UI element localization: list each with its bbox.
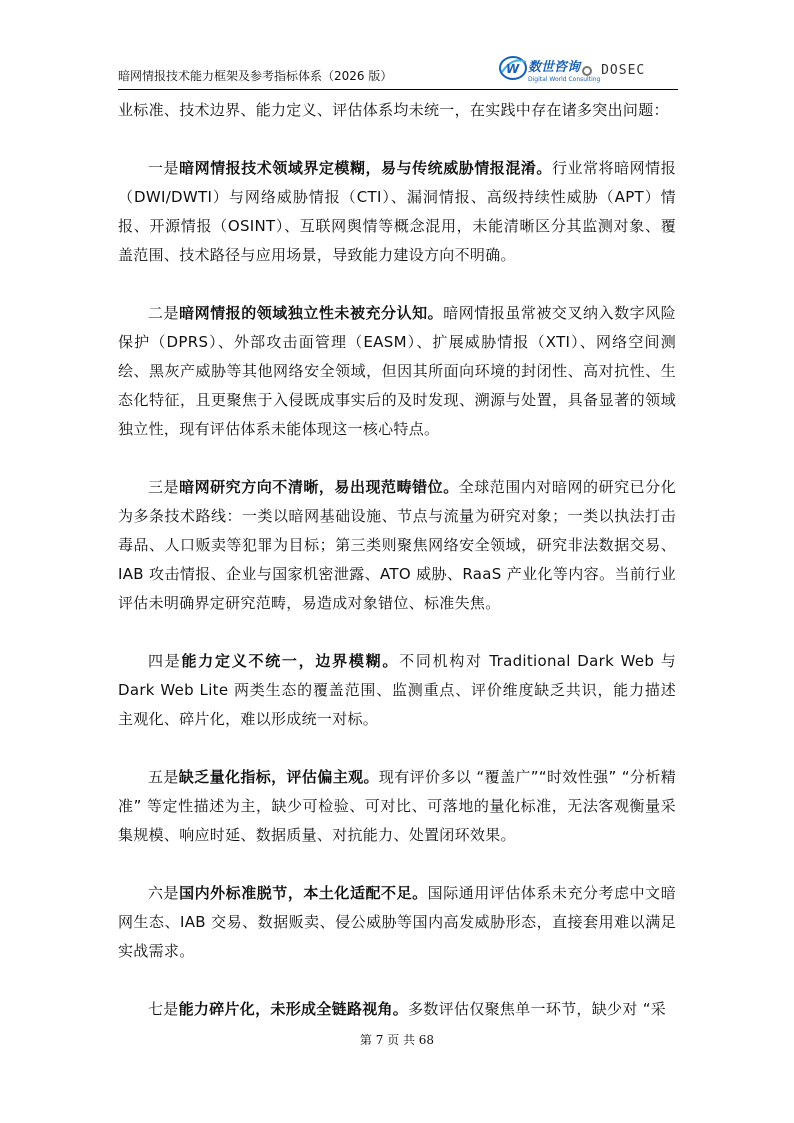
issue-text: 暗网情报虽常被交叉纳入数字风险保护（DPRS）、外部攻击面管理（EASM）、扩展威胁情报（XTI）、网络空间测绘、黑灰产威胁等其他网络安全领域，但因其所面向环境的封闭性、高对抗性、生态化特征，且更聚焦于入侵既成事实后的及时发现、溯源与处置，具备显著的领域独立性，现有评估体系未能体现这一核心特点。: [118, 304, 676, 438]
issue-text: 多数评估仅聚焦单一环节，缺少对 “采: [408, 1000, 667, 1018]
issue-heading: 国内外标准脱节，本土化适配不足。: [179, 884, 428, 902]
page-header: [118, 50, 678, 90]
issue-prefix: 一是: [148, 159, 180, 177]
issue-heading: 能力碎片化，未形成全链路视角。: [178, 1000, 409, 1018]
issue-paragraph-6: [118, 879, 676, 966]
svg-text:W: W: [506, 62, 520, 76]
dw-logo-cn: 数世咨询: [528, 60, 581, 75]
issue-heading: 暗网情报的领域独立性未被充分认知。: [179, 304, 444, 322]
issue-prefix: 七是: [148, 1000, 179, 1018]
issue-paragraph-7: [118, 995, 676, 1024]
issue-heading: 暗网研究方向不清晰，易出现范畴错位。: [179, 478, 459, 496]
dosec-logo-text: DOSEC: [601, 63, 646, 78]
issue-heading: 暗网情报技术领域界定模糊，易与传统威胁情报混淆。: [179, 159, 552, 177]
issue-heading: 能力定义不统一，边界模糊。: [181, 652, 400, 670]
issue-paragraph-4: [118, 647, 676, 734]
issue-text: 全球范围内对暗网的研究已分化为多条技术路线：一类以暗网基础设施、节点与流量为研究对象；一类以执法打击毒品、人口贩卖等犯罪为目标；第三类则聚焦网络安全领域，研究非法数据交易、IAB 攻击情报、企业与国家机密泄露、ATO 威胁、RaaS 产业化等内容。当前行业评估未明确界定研究范畴，易造成对象错位、标准失焦。: [118, 478, 677, 612]
issue-paragraph-2: [118, 299, 676, 444]
issue-heading: 缺乏量化指标，评估偏主观。: [178, 768, 379, 786]
issue-text: 现有评价多以 “覆盖广”“时效性强” “分析精准” 等定性描述为主，缺少可检验、可对比、可落地的量化标准，无法客观衡量采集规模、响应时延、数据质量、对抗能力、处置闭环效果。: [118, 768, 677, 844]
issue-text: 行业常将暗网情报（DWI/DWTI）与网络威胁情报（CTI）、漏洞情报、高级持续性威胁（APT）情报、开源情报（OSINT）、互联网舆情等概念混用，未能清晰区分其监测对象、覆盖范围、技术路径与应用场景，导致能力建设方向不明确。: [118, 159, 677, 264]
issue-prefix: 六是: [148, 884, 180, 902]
header-divider: [118, 89, 678, 90]
page-number: 第 7 页 共 68: [359, 1033, 435, 1047]
issue-prefix: 五是: [148, 768, 179, 786]
issue-paragraph-1: [118, 154, 676, 270]
issue-text: 不同机构对 Traditional Dark Web 与 Dark Web Lite 两类生态的覆盖范围、监测重点、评价维度缺乏共识，能力描述主观化、碎片化，难以形成统一对标。: [118, 652, 676, 728]
document-title: 暗网情报技术能力框架及参考指标体系（2026 版）: [118, 69, 393, 83]
issue-text: 国际通用评估体系未充分考虑中文暗网生态、IAB 交易、数据贩卖、侵公威胁等国内高发威胁形态，直接套用难以满足实战需求。: [118, 884, 676, 960]
dw-logo-icon: [498, 52, 528, 82]
issue-prefix: 三是: [148, 478, 180, 496]
dosec-logo-icon: [582, 66, 592, 76]
issue-prefix: 二是: [148, 304, 180, 322]
issue-paragraph-5: [118, 763, 676, 850]
document-body: [118, 96, 676, 1024]
continuation-paragraph: 业标准、技术边界、能力定义、评估体系均未统一，在实践中存在诸多突出问题：: [118, 101, 669, 119]
issue-prefix: 四是: [148, 652, 182, 670]
dosec-logo: [582, 60, 645, 79]
issue-paragraph-3: [118, 473, 676, 618]
dw-logo-en: Digital World Consulting: [528, 76, 601, 83]
